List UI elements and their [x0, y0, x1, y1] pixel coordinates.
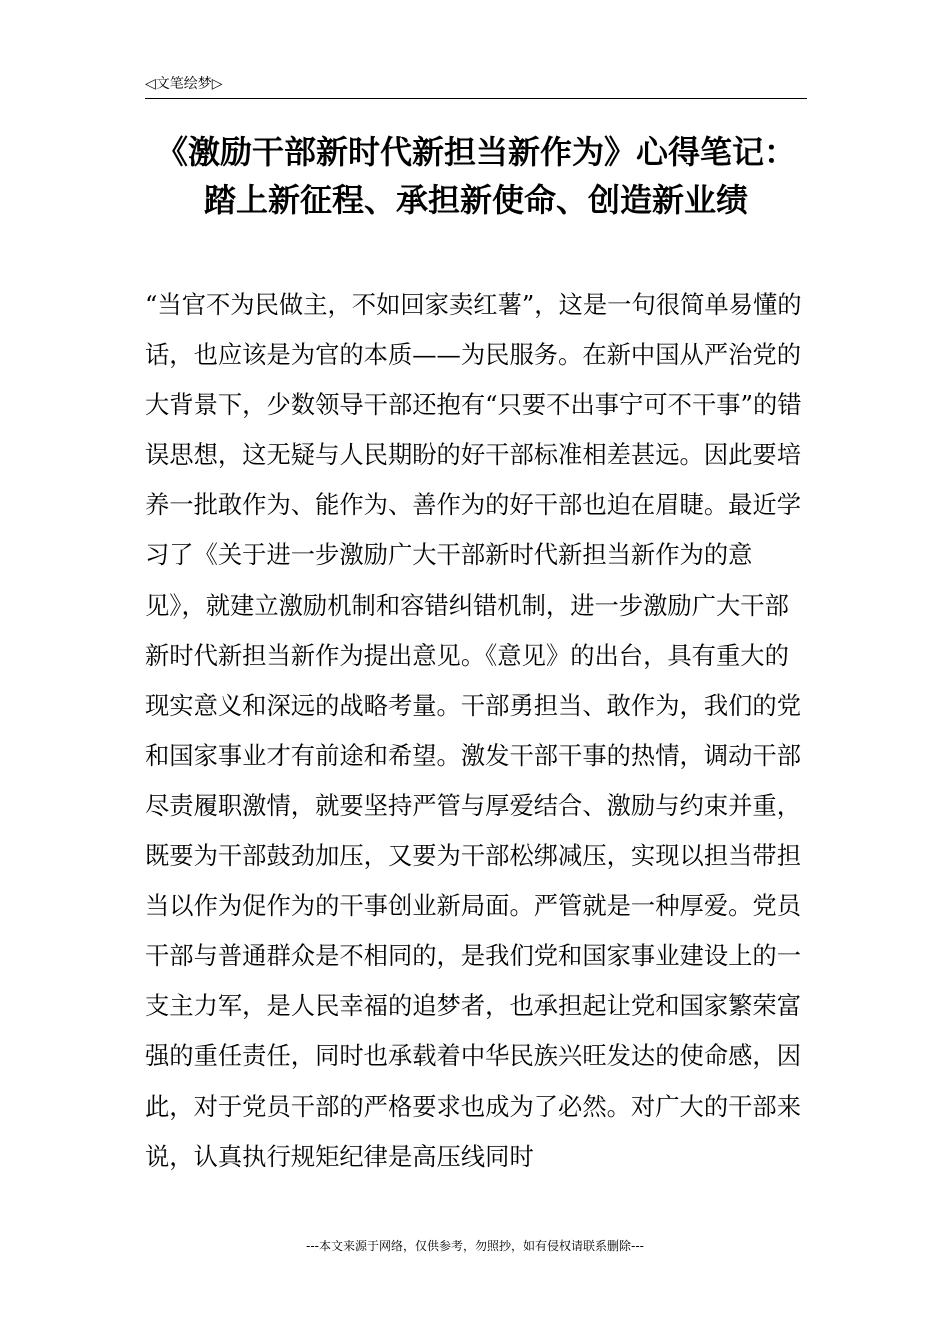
page-footer: ---本文来源于网络，仅供参考，勿照抄，如有侵权请联系删除--- — [306, 1239, 644, 1253]
header-label: ◁文笔绘梦▷ — [145, 76, 223, 92]
document-body: “当官不为民做主，不如回家卖红薯”，这是一句很简单易懂的话，也应该是为官的本质——为民服务。在新中国从严治党的大背景下，少数领导干部还抱有“只要不出事宁可不干事”的错误思想，这无疑与人民期盼的好干部标准相差甚远。因此要培养一批敢作为、能作为、善作为的好干部也迫在眉睫。最近学习了《关于进一步激励广大干部新时代新担当新作为的意见》，就建立激励机制和容错纠错机制，进一步激励广大干部新时代新担当新作为提出意见。《意见》的出台，具有重大的现实意义和深远的战略考量。干部勇担当、敢作为，我们的党和国家事业才有前途和希望。激发干部干事的热情，调动干部尽责履职激情，就要坚持严管与厚爱结合、激励与约束并重，既要为干部鼓劲加压，又要为干部松绑减压，实现以担当带担当以作为促作为的干事创业新局面。严管就是一种厚爱。党员干部与普通群众是不相同的，是我们党和国家事业建设上的一支主力军，是人民幸福的追梦者，也承担起让党和国家繁荣富强的重任责任，同时也承载着中华民族兴旺发达的使命感，因此，对于党员干部的严格要求也成为了必然。对广大的干部来说，认真执行规矩纪律是高压线同时 — [145, 290, 802, 1171]
document-title: 《激励干部新时代新担当新作为》心得笔记：踏上新征程、承担新使命、创造新业绩 — [155, 133, 796, 219]
page-header — [145, 74, 807, 99]
